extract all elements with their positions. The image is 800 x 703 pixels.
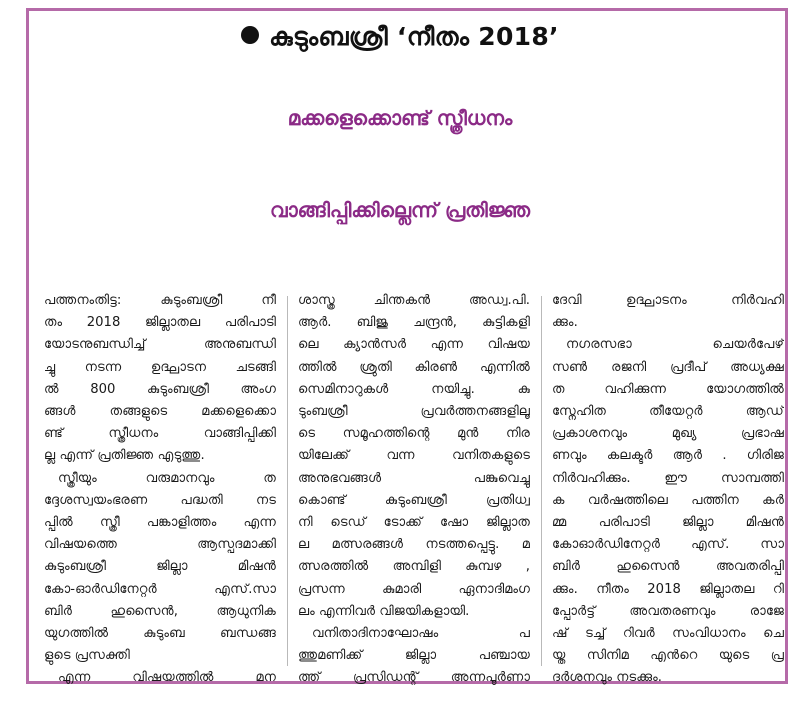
text-line: തം 2018 ജില്ലാതല പരിപാടി — [44, 315, 276, 331]
text-line: ബിർ ഹുസൈൻ, ആധുനിക — [44, 603, 276, 619]
text-line: ണ്ട് സ്ത്രീധനം വാങ്ങിപ്പിക്കി — [44, 426, 276, 442]
text-line: സെമിനാറുകൾ നയിച്ചു. കു — [298, 381, 530, 397]
text-line: ക്കും. — [552, 315, 578, 331]
text-line: ടുംബശ്രീ പ്രവർത്തനങ്ങളിലൂ — [298, 404, 530, 420]
text-line: അനുഭവങ്ങൾ പങ്കുവെച്ചു — [298, 470, 530, 486]
kicker — [0, 22, 800, 52]
text-line: യോടനുബന്ധിച്ച് അനുബന്ധി — [44, 337, 276, 353]
text-line: പ്രസന്ന കുമാരി ഏനാദിമംഗ — [298, 581, 530, 597]
text-line: പ്പോർട്ട് അവതരണവും രാജേ — [552, 603, 784, 619]
text-line: കോഓർഡിനേറ്റർ എസ്. സാ — [552, 537, 784, 553]
text-line: പ്രകാശനവും മുഖ്യ പ്രഭാഷ — [552, 426, 784, 442]
text-line: ക്കും. നീതം 2018 ജില്ലാതല റി — [552, 581, 784, 597]
text-line: നഗരസഭാ ചെയർപേഴ് — [566, 337, 784, 353]
text-line: പത്തനംതിട്ട: കുടുംബശ്രീ നീ — [44, 293, 276, 308]
text-line: ങ്ങൾ തങ്ങളുടെ മക്കളെക്കൊ — [44, 404, 276, 420]
column-divider — [541, 296, 542, 666]
article-column-2 — [298, 290, 530, 690]
text-line: ലം എന്നിവർ വിജയികളായി. — [298, 603, 470, 619]
text-line: നി ടെഡ് ടോക്ക് ഷോ ജില്ലാത — [298, 515, 530, 531]
text-line: നിർവഹിക്കും. ഈ സാമ്പത്തി — [552, 470, 784, 486]
text-line: ഷ് ടച്ച് റിവർ സംവിധാനം ചെ — [552, 626, 784, 642]
text-line: ആർ. ബിജു ചന്ദ്രൻ, കുട്ടികളി — [298, 315, 530, 331]
text-line: യുഗത്തിൽ കുടുംബ ബന്ധങ്ങ — [44, 626, 276, 642]
column-divider — [287, 296, 288, 666]
text-line: ശാസ്ത്ര ചിന്തകൻ അഡ്വ.പി. — [298, 293, 530, 308]
text-line: ച്ചു നടന്ന ഉദ്ഘാടന ചടങ്ങി — [44, 359, 276, 375]
text-line: മ്മ പരിപാടി ജില്ലാ മിഷൻ — [552, 515, 784, 531]
text-line: കോ-ഓർഡിനേറ്റർ എസ്.സാ — [44, 581, 276, 597]
text-line: ദർശനവും നടക്കും. — [552, 670, 662, 686]
text-line: ത്തുമണിക്ക് ജില്ലാ പഞ്ചായ — [298, 648, 530, 664]
text-line: എന്ന വിഷയത്തിൽ മന — [58, 670, 276, 686]
text-line: ല മത്സരങ്ങൾ നടത്തപ്പെട്ടു. മ — [298, 537, 530, 553]
text-line: ണവും കലക്ടർ ആർ . ഗിരിജ — [552, 448, 784, 464]
article-column-1 — [44, 290, 276, 690]
text-line: ല്ല എന്ന് പ്രതിജ്ഞ എടുത്തു. — [44, 448, 205, 464]
headline-line-2: വാങ്ങിപ്പിക്കില്ലെന്ന് പ്രതിജ്ഞ — [270, 198, 530, 222]
text-line: പ്പിൽ സ്ത്രീ പങ്കാളിത്തം എന്ന — [44, 515, 276, 531]
text-line: ദ്ദേശസ്വയംഭരണ പദ്ധതി നട — [44, 492, 276, 508]
text-line: ബിർ ഹുസൈൻ അവതരിപ്പി — [552, 559, 784, 575]
text-line: സ്ത്രീയും വരുമാനവും ത — [58, 470, 276, 486]
text-line: ദേവി ഉദ്ഘാടനം നിർവഹി — [552, 293, 784, 308]
text-line: യ്ത സിനിമ എൻറെ യുടെ പ്ര — [552, 648, 784, 664]
text-line: യിലേക്ക് വന്ന വനിതകളുടെ — [298, 448, 530, 464]
text-line: ത്ത് പ്രസിഡന്റ് അന്നപൂർണാ — [298, 670, 530, 686]
headline-line-1: മക്കളെക്കൊണ്ട് സ്ത്രീധനം — [287, 106, 513, 130]
text-line: ലെ ക്യാൻസർ എന്ന വിഷയ — [298, 337, 530, 353]
text-line: ടെ സമൂഹത്തിന്റെ മുൻ നിര — [298, 426, 530, 442]
text-line: ത്സരത്തിൽ അമ്പിളി കുമ്പഴ , — [298, 559, 530, 575]
text-line: ത വഹിക്കുന്ന യോഗത്തിൽ — [552, 381, 784, 397]
text-line: ക വർഷത്തിലെ പത്തിന കർ — [552, 492, 784, 508]
text-line: സൺ രജനി പ്രദീപ് അധ്യക്ഷ — [552, 359, 784, 375]
text-line: ളുടെ പ്രസക്തി — [44, 648, 130, 664]
text-line: ത്തിൽ ശ്രുതി കിരൺ എന്നിൽ — [298, 359, 530, 375]
kicker-text: കുടുംബശ്രീ ‘നീതം 2018’ — [269, 22, 559, 51]
text-line: സ്നേഹിത തീയേറ്റർ ആഡ് — [552, 404, 784, 420]
text-line: വനിതാദിനാഘോഷം പ — [312, 626, 530, 642]
text-line: കൊണ്ട് കുടുംബശ്രീ പ്രതിധ്വ — [298, 492, 530, 508]
text-line: ൽ 800 കുടുംബശ്രീ അംഗ — [44, 381, 276, 397]
bullet-icon — [241, 26, 259, 44]
article-column-3 — [552, 290, 784, 690]
text-line: വിഷയത്തെ ആസ്പദമാക്കി — [44, 537, 276, 553]
text-line: കുടുംബശ്രീ ജില്ലാ മിഷൻ — [44, 559, 276, 575]
